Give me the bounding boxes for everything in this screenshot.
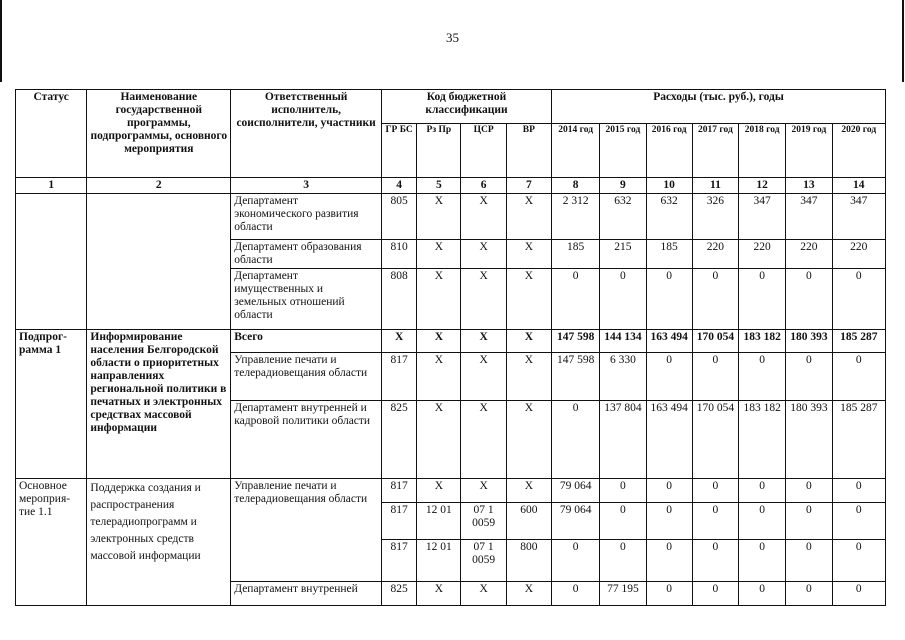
- expense-cell: 0: [600, 479, 646, 503]
- header-year: 2018 год: [739, 124, 786, 178]
- rzpr-cell: Х: [417, 401, 461, 479]
- executor-cell: Департамент образования области: [231, 240, 382, 269]
- expense-cell: 632: [600, 194, 646, 240]
- column-number: 12: [739, 178, 786, 194]
- rzpr-cell: Х: [417, 582, 461, 606]
- expense-cell: 0: [832, 582, 885, 606]
- vr-cell: 600: [506, 503, 551, 540]
- expense-cell: 326: [692, 194, 738, 240]
- csr-cell: Х: [461, 582, 506, 606]
- vr-cell: Х: [506, 479, 551, 503]
- grbs-cell: 817: [382, 479, 417, 503]
- expense-cell: 183 182: [739, 401, 786, 479]
- expense-cell: 147 598: [552, 330, 600, 353]
- expense-cell: 185: [552, 240, 600, 269]
- expense-cell: 180 393: [786, 401, 832, 479]
- grbs-cell: Х: [382, 330, 417, 353]
- grbs-cell: 805: [382, 194, 417, 240]
- column-number: 4: [382, 178, 417, 194]
- grbs-cell: 810: [382, 240, 417, 269]
- table-row: [16, 479, 886, 503]
- expense-cell: 347: [786, 194, 832, 240]
- expense-cell: 220: [739, 240, 786, 269]
- expense-cell: 0: [552, 269, 600, 330]
- expense-cell: 185 287: [832, 330, 885, 353]
- vr-cell: Х: [506, 240, 551, 269]
- csr-cell: 07 1 0059: [461, 503, 506, 540]
- expense-cell: 0: [646, 479, 692, 503]
- header-budget-code: Код бюджетной классификации: [382, 90, 552, 124]
- expense-cell: 2 312: [552, 194, 600, 240]
- vr-cell: Х: [506, 401, 551, 479]
- column-number: 8: [552, 178, 600, 194]
- header-expenses: Расходы (тыс. руб.), годы: [552, 90, 886, 124]
- page-number: 35: [446, 30, 459, 45]
- csr-cell: Х: [461, 479, 506, 503]
- expense-cell: 0: [739, 503, 786, 540]
- vr-cell: 800: [506, 540, 551, 582]
- executor-cell: Департамент имущественных и земельных отношений области: [231, 269, 382, 330]
- expense-cell: 220: [786, 240, 832, 269]
- header-year: 2017 год: [692, 124, 738, 178]
- expense-cell: 347: [832, 194, 885, 240]
- vr-cell: Х: [506, 330, 551, 353]
- executor-cell: Управление печати и телерадиовещания области: [231, 353, 382, 401]
- grbs-cell: 817: [382, 503, 417, 540]
- expense-cell: 220: [832, 240, 885, 269]
- csr-cell: Х: [461, 353, 506, 401]
- header-year: 2020 год: [832, 124, 885, 178]
- expense-cell: 0: [739, 269, 786, 330]
- expense-cell: 77 195: [600, 582, 646, 606]
- expense-cell: 0: [692, 269, 738, 330]
- vr-cell: Х: [506, 582, 551, 606]
- name-cell: [87, 194, 231, 330]
- column-number: 14: [832, 178, 885, 194]
- expense-cell: 0: [786, 582, 832, 606]
- grbs-cell: 825: [382, 401, 417, 479]
- vr-cell: Х: [506, 353, 551, 401]
- header-grbs: ГР БС: [382, 124, 417, 178]
- name-cell: Поддержка создания и распространения телерадиопрограмм и электронных средств массовой информации: [87, 479, 231, 606]
- column-number: 1: [16, 178, 87, 194]
- column-number: 2: [87, 178, 231, 194]
- rzpr-cell: 12 01: [417, 540, 461, 582]
- header-executor: Ответственный исполнитель, соисполнители, участники: [231, 90, 382, 178]
- expense-cell: 0: [552, 401, 600, 479]
- csr-cell: Х: [461, 194, 506, 240]
- expense-cell: 0: [786, 503, 832, 540]
- expense-cell: 170 054: [692, 401, 738, 479]
- expense-cell: 163 494: [646, 401, 692, 479]
- header-year: 2014 год: [552, 124, 600, 178]
- column-number: 9: [600, 178, 646, 194]
- executor-cell: Департамент экономического развития области: [231, 194, 382, 240]
- expense-cell: 0: [832, 353, 885, 401]
- expense-cell: 144 134: [600, 330, 646, 353]
- budget-table: [15, 89, 886, 606]
- expense-cell: 180 393: [786, 330, 832, 353]
- expense-cell: 0: [692, 353, 738, 401]
- expense-cell: 215: [600, 240, 646, 269]
- expense-cell: 0: [600, 269, 646, 330]
- rzpr-cell: Х: [417, 240, 461, 269]
- rzpr-cell: 12 01: [417, 503, 461, 540]
- csr-cell: Х: [461, 269, 506, 330]
- expense-cell: 0: [832, 479, 885, 503]
- expense-cell: 0: [739, 479, 786, 503]
- executor-cell: Управление печати и телерадиовещания области: [231, 479, 382, 582]
- expense-cell: 0: [600, 540, 646, 582]
- grbs-cell: 817: [382, 353, 417, 401]
- expense-cell: 147 598: [552, 353, 600, 401]
- header-csr: ЦСР: [461, 124, 506, 178]
- expense-cell: 185: [646, 240, 692, 269]
- csr-cell: 07 1 0059: [461, 540, 506, 582]
- rzpr-cell: Х: [417, 353, 461, 401]
- executor-cell: Всего: [231, 330, 382, 353]
- status-cell: Основное мероприя-тие 1.1: [16, 479, 87, 606]
- header-name: Наименование государственной программы, подпрограммы, основного мероприятия: [87, 90, 231, 178]
- expense-cell: 0: [646, 540, 692, 582]
- expense-cell: 0: [739, 582, 786, 606]
- column-number: 7: [506, 178, 551, 194]
- expense-cell: 632: [646, 194, 692, 240]
- expense-cell: 137 804: [600, 401, 646, 479]
- expense-cell: 6 330: [600, 353, 646, 401]
- expense-cell: 0: [552, 540, 600, 582]
- status-cell: Подпрог-рамма 1: [16, 330, 87, 479]
- expense-cell: 183 182: [739, 330, 786, 353]
- expense-cell: 0: [692, 479, 738, 503]
- expense-cell: 0: [832, 269, 885, 330]
- header-year: 2019 год: [786, 124, 832, 178]
- vr-cell: Х: [506, 269, 551, 330]
- expense-cell: 0: [646, 582, 692, 606]
- vr-cell: Х: [506, 194, 551, 240]
- expense-cell: 0: [646, 503, 692, 540]
- column-number: 6: [461, 178, 506, 194]
- expense-cell: 79 064: [552, 503, 600, 540]
- header-rzpr: Рз Пр: [417, 124, 461, 178]
- header-status: Статус: [16, 90, 87, 178]
- expense-cell: 0: [786, 353, 832, 401]
- expense-cell: 0: [646, 269, 692, 330]
- expense-cell: 0: [832, 503, 885, 540]
- rzpr-cell: Х: [417, 269, 461, 330]
- expense-cell: 0: [786, 540, 832, 582]
- expense-cell: 0: [552, 582, 600, 606]
- table-header-row: [16, 90, 886, 124]
- executor-cell: Департамент внутренней и кадровой политики области: [231, 401, 382, 479]
- expense-cell: 0: [692, 540, 738, 582]
- status-cell: [16, 194, 87, 330]
- header-year: 2015 год: [600, 124, 646, 178]
- grbs-cell: 817: [382, 540, 417, 582]
- grbs-cell: 825: [382, 582, 417, 606]
- expense-cell: 0: [786, 269, 832, 330]
- header-year: 2016 год: [646, 124, 692, 178]
- column-number: 13: [786, 178, 832, 194]
- expense-cell: 0: [739, 540, 786, 582]
- expense-cell: 0: [692, 503, 738, 540]
- table-row: [16, 194, 886, 240]
- column-number: 5: [417, 178, 461, 194]
- column-number-row: [16, 178, 886, 194]
- csr-cell: Х: [461, 330, 506, 353]
- grbs-cell: 808: [382, 269, 417, 330]
- expense-cell: 0: [646, 353, 692, 401]
- column-number: 11: [692, 178, 738, 194]
- column-number: 3: [231, 178, 382, 194]
- name-cell: Информирование населения Белгородской области о приоритетных направлениях региональной политики в печатных и электронных средствах массовой информации: [87, 330, 231, 479]
- expense-cell: 163 494: [646, 330, 692, 353]
- expense-cell: 79 064: [552, 479, 600, 503]
- expense-cell: 0: [832, 540, 885, 582]
- column-number: 10: [646, 178, 692, 194]
- csr-cell: Х: [461, 240, 506, 269]
- rzpr-cell: Х: [417, 479, 461, 503]
- executor-cell: Департамент внутренней: [231, 582, 382, 606]
- expense-cell: 170 054: [692, 330, 738, 353]
- rzpr-cell: Х: [417, 194, 461, 240]
- expense-cell: 0: [692, 582, 738, 606]
- expense-cell: 0: [786, 479, 832, 503]
- expense-cell: 0: [600, 503, 646, 540]
- table-row: [16, 330, 886, 353]
- rzpr-cell: Х: [417, 330, 461, 353]
- expense-cell: 0: [739, 353, 786, 401]
- header-vr: ВР: [506, 124, 551, 178]
- csr-cell: Х: [461, 401, 506, 479]
- expense-cell: 347: [739, 194, 786, 240]
- expense-cell: 220: [692, 240, 738, 269]
- expense-cell: 185 287: [832, 401, 885, 479]
